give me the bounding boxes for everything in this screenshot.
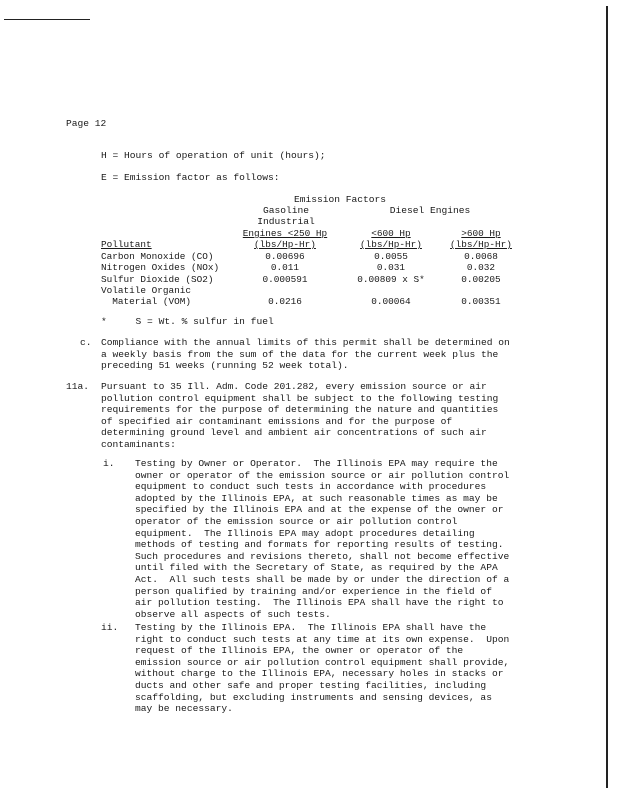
emission-factor-table bbox=[101, 228, 521, 308]
text-line: Compliance with the annual limits of this permit shall be determined on bbox=[101, 337, 510, 348]
cell-pollutant: Sulfur Dioxide (SO2) bbox=[101, 273, 214, 285]
cell-pollutant: Volatile Organic bbox=[101, 285, 192, 297]
cell-value bbox=[229, 285, 341, 296]
cell-value: 0.0068 bbox=[464, 250, 498, 262]
table-row bbox=[101, 285, 521, 296]
header-diesel-low: <600 Hp (lbs/Hp-Hr) bbox=[360, 228, 422, 251]
text-line: scaffolding, but excluding instruments and sensing devices, as bbox=[135, 691, 492, 703]
text-line: a weekly basis from the sum of the data for the current week plus the bbox=[101, 348, 499, 360]
table-title: Emission Factors bbox=[293, 194, 387, 205]
cell-value: 0.0216 bbox=[268, 296, 302, 308]
cell-value: 0.031 bbox=[376, 262, 406, 274]
table-header-row bbox=[101, 228, 521, 251]
cell-value: 0.00205 bbox=[461, 273, 501, 285]
cell-value: 0.00064 bbox=[371, 296, 411, 308]
text-line: specified by the Illinois EPA and at the expense of the owner or bbox=[135, 504, 504, 516]
text-line: request of the Illinois EPA, the owner or operator of the bbox=[135, 645, 464, 657]
item-11a-text bbox=[101, 381, 498, 451]
cell-value bbox=[341, 285, 441, 296]
text-line: pollution control equipment shall be subject to the following testing bbox=[101, 392, 499, 404]
cell-value: 0.00696 bbox=[265, 250, 305, 262]
cell-value: 0.00809 x S* bbox=[357, 273, 425, 285]
sub-ii-text bbox=[135, 622, 509, 715]
text-line: ducts and other safe and proper testing facilities, including bbox=[135, 679, 487, 691]
table-row bbox=[101, 262, 521, 273]
text-line: Testing by the Illinois EPA. The Illinois EPA shall have the bbox=[135, 622, 487, 633]
item-11a-label: 11a. bbox=[66, 381, 90, 392]
text-line: equipment. The Illinois EPA may adopt procedures detailing bbox=[135, 527, 475, 539]
table-row bbox=[101, 274, 521, 285]
text-line: air pollution testing. The Illinois EPA shall have the right to bbox=[135, 597, 504, 609]
text-line: may be necessary. bbox=[135, 703, 233, 715]
text-line: methods of testing and formats for reporting results of testing. bbox=[135, 539, 504, 551]
text-line: Pursuant to 35 Ill. Adm. Code 201.282, every emission source or air bbox=[101, 381, 487, 392]
definition-h: H = Hours of operation of unit (hours); bbox=[101, 150, 326, 161]
cell-value: 0.011 bbox=[270, 262, 300, 274]
gasoline-header-2: Industrial bbox=[257, 216, 315, 227]
text-line: emission source or air pollution control equipment shall provide, bbox=[135, 656, 510, 668]
item-c-text bbox=[101, 337, 510, 372]
header-pollutant: Pollutant bbox=[101, 239, 152, 251]
text-line: right to conduct such tests at any time at its own expense. Upon bbox=[135, 633, 510, 645]
definition-e: E = Emission factor as follows: bbox=[101, 172, 280, 183]
diesel-header: Diesel Engines bbox=[389, 205, 471, 216]
text-line: observe all aspects of such tests. bbox=[135, 608, 331, 620]
text-line: Act. All such tests shall be made by or under the direction of a bbox=[135, 573, 510, 585]
text-line: preceding 51 weeks (running 52 week total). bbox=[101, 360, 349, 372]
text-line: Testing by Owner or Operator. The Illinois EPA may require the bbox=[135, 458, 498, 469]
page-number: Page 12 bbox=[66, 118, 107, 129]
cell-value bbox=[441, 285, 521, 296]
cell-value: 0.000591 bbox=[262, 273, 308, 285]
text-line: without charge to the Illinois EPA, necessary holes in stacks or bbox=[135, 668, 504, 680]
text-line: person qualified by training and/or experience in the field of bbox=[135, 585, 492, 597]
sub-i-text bbox=[135, 458, 509, 620]
footnote: * S = Wt. % sulfur in fuel bbox=[101, 316, 274, 327]
item-c-label: c. bbox=[80, 337, 92, 348]
text-line: contaminants: bbox=[101, 438, 176, 450]
header-diesel-high: >600 Hp (lbs/Hp-Hr) bbox=[450, 228, 512, 251]
cell-pollutant: Material (VOM) bbox=[101, 296, 192, 308]
cell-value: 0.0055 bbox=[374, 250, 408, 262]
text-line: Such procedures and revisions thereto, shall not become effective bbox=[135, 550, 510, 562]
text-line: requirements for the purpose of determining the nature and quantities bbox=[101, 404, 499, 416]
cell-pollutant: Nitrogen Oxides (NOx) bbox=[101, 262, 220, 274]
text-line: of specified air contaminant emissions and for the purpose of bbox=[101, 415, 453, 427]
sub-i-label: i. bbox=[103, 458, 115, 469]
cell-value: 0.00351 bbox=[461, 296, 501, 308]
header-gasoline: Engines <250 Hp (lbs/Hp-Hr) bbox=[242, 228, 328, 251]
cell-pollutant: Carbon Monoxide (CO) bbox=[101, 250, 214, 262]
text-line: determining ground level and ambient air concentrations of such air bbox=[101, 427, 487, 439]
text-line: adopted by the Illinois EPA, at such reasonable times as may be bbox=[135, 492, 498, 504]
scan-edge-right bbox=[606, 6, 608, 788]
table-row bbox=[101, 296, 521, 307]
text-line: equipment to conduct such tests in accordance with procedures bbox=[135, 481, 487, 493]
table-row bbox=[101, 251, 521, 262]
scan-edge-top bbox=[4, 19, 90, 20]
text-line: owner or operator of the emission source or air pollution control bbox=[135, 469, 510, 481]
text-line: operator of the emission source or air pollution control bbox=[135, 515, 458, 527]
cell-value: 0.032 bbox=[466, 262, 496, 274]
text-line: until filed with the Secretary of State, as required by the APA bbox=[135, 562, 498, 574]
sub-ii-label: ii. bbox=[101, 622, 119, 633]
gasoline-header-1: Gasoline bbox=[262, 205, 310, 216]
